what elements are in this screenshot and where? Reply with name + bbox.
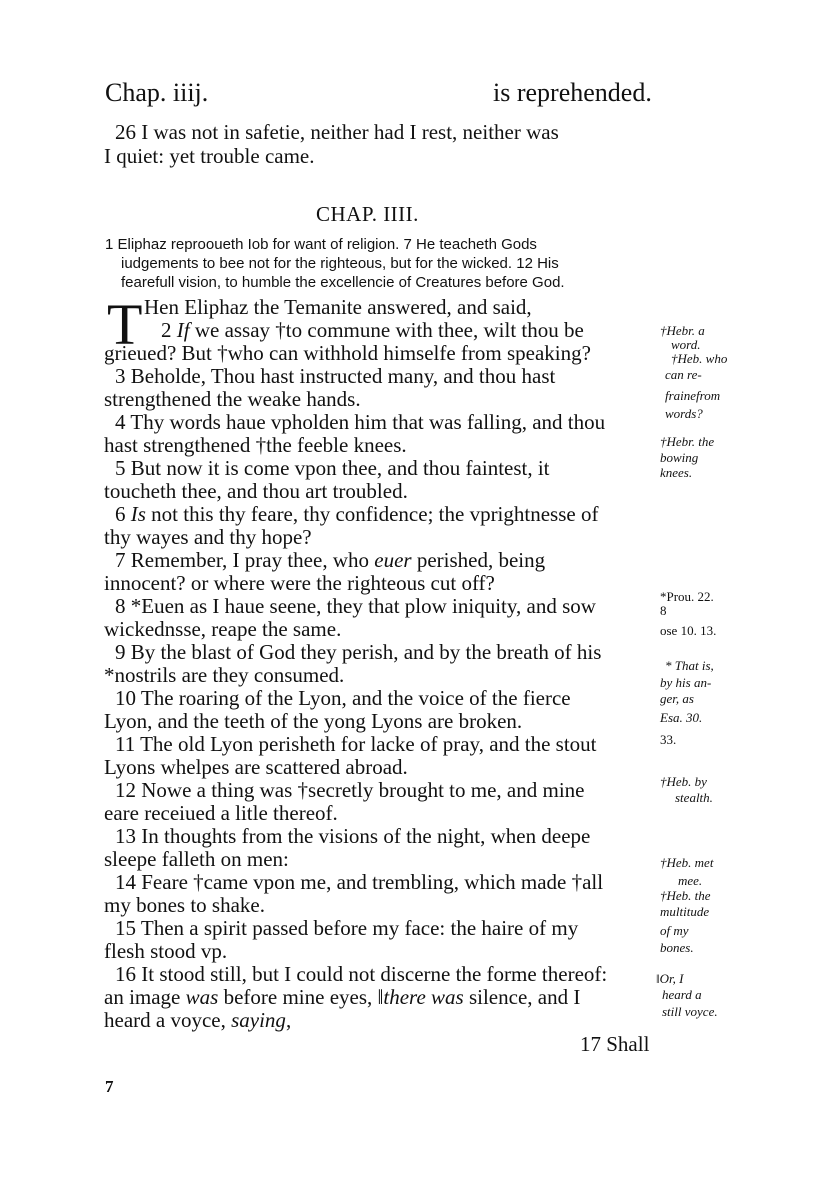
margin-note: †Heb. by [660, 774, 707, 789]
chapter-summary-line: iudgements to bee not for the righteous, but for the wicked. 12 His [121, 255, 559, 272]
verse-line: 11 The old Lyon perisheth for lacke of pray, and the stout [115, 732, 597, 756]
margin-note: by his an- [660, 675, 712, 690]
margin-note: bowing [660, 450, 699, 465]
margin-note: Esa. 30. [660, 710, 703, 725]
drop-cap: T [107, 292, 143, 357]
margin-note: †Heb. met [660, 855, 714, 870]
margin-note: * That is, [665, 658, 714, 673]
catchword: 17 Shall [580, 1032, 650, 1056]
verse-line: sleepe falleth on men: [104, 847, 289, 871]
verse-line: flesh stood vp. [104, 939, 228, 963]
verse-line: 8 *Euen as I haue seene, they that plow iniquity, and sow [115, 594, 596, 618]
verse-line: 15 Then a spirit passed before my face: the haire of my [115, 916, 579, 940]
margin-note: stealth. [675, 790, 713, 805]
margin-note: heard a [662, 987, 702, 1002]
chapter-title: CHAP. IIII. [316, 202, 419, 226]
running-head-left: Chap. iiij. [105, 78, 209, 107]
verse-line: innocent? or where were the righteous cut off? [104, 571, 495, 595]
margin-note: 33. [660, 732, 677, 747]
verse-line: Hen Eliphaz the Temanite answered, and said, [144, 295, 532, 319]
verse-line: 6 Is not this thy feare, thy confidence; the vprightnesse of [115, 502, 599, 526]
verse-line: *nostrils are they consumed. [104, 663, 345, 687]
verse-line: my bones to shake. [104, 893, 265, 917]
verse-line: 26 I was not in safetie, neither had I rest, neither was [115, 120, 559, 144]
verse-line: wickednsse, reape the same. [104, 617, 342, 641]
verse-line: 9 By the blast of God they perish, and by the breath of his [115, 640, 602, 664]
running-head-right: is reprehended. [493, 78, 652, 107]
margin-note: of my [660, 923, 689, 938]
verse-line: eare receiued a litle thereof. [104, 801, 338, 825]
margin-note: can re- [665, 367, 702, 382]
margin-note: frainefrom [665, 388, 721, 403]
margin-note: ose 10. 13. [660, 623, 717, 638]
verse-line: grieued? But †who can withhold himselfe from speaking? [104, 341, 591, 365]
chapter-summary-line: 1 Eliphaz reprooueth Iob for want of religion. 7 He teacheth Gods [105, 236, 537, 253]
verse-line: an image was before mine eyes, ‖there was silence, and I [104, 985, 581, 1009]
verse-line: 13 In thoughts from the visions of the night, when deepe [115, 824, 591, 848]
verse-line: 3 Beholde, Thou hast instructed many, and thou hast [115, 364, 556, 388]
verse-line: I quiet: yet trouble came. [104, 144, 315, 168]
chapter-summary-line: fearefull vision, to humble the excellencie of Creatures before God. [121, 274, 565, 291]
margin-note: mee. [678, 873, 703, 888]
verse-line: 12 Nowe a thing was †secretly brought to me, and mine [115, 778, 585, 802]
margin-note: †Heb. the [660, 888, 711, 903]
verse-line: hast strengthened †the feeble knees. [104, 433, 407, 457]
margin-note: 8 [660, 603, 667, 618]
verse-line: 4 Thy words haue vpholden him that was falling, and thou [115, 410, 606, 434]
verse-line: 2 If we assay †to commune with thee, wilt thou be [161, 318, 584, 342]
verse-line: thy wayes and thy hope? [104, 525, 312, 549]
verse-line: 16 It stood still, but I could not discerne the forme thereof: [115, 962, 608, 986]
margin-note: †Heb. who [671, 351, 728, 366]
margin-note: †Hebr. a [660, 323, 705, 338]
verse-line: 10 The roaring of the Lyon, and the voice of the fierce [115, 686, 571, 710]
verse-line: 14 Feare †came vpon me, and trembling, which made †all [115, 870, 604, 894]
margin-note: †Hebr. the [660, 434, 715, 449]
verse-line: strengthened the weake hands. [104, 387, 361, 411]
margin-note: word. [671, 337, 701, 352]
verse-line: Lyons whelpes are scattered abroad. [104, 755, 408, 779]
margin-note: words? [665, 406, 703, 421]
margin-note: multitude [660, 904, 710, 919]
verse-line: 7 Remember, I pray thee, who euer perished, being [115, 548, 546, 572]
margin-note: still voyce. [662, 1004, 718, 1019]
verse-line: 5 But now it is come vpon thee, and thou faintest, it [115, 456, 550, 480]
margin-note: ger, as [660, 691, 694, 706]
page-signature: 7 [105, 1077, 114, 1096]
margin-note: knees. [660, 465, 693, 480]
margin-note: ‖Or, I [656, 971, 684, 986]
margin-note: bones. [660, 940, 694, 955]
verse-line: Lyon, and the teeth of the yong Lyons are broken. [104, 709, 523, 733]
margin-note: *Prou. 22. [660, 589, 714, 604]
verse-line: toucheth thee, and thou art troubled. [104, 479, 408, 503]
verse-line: heard a voyce, saying, [104, 1008, 292, 1032]
